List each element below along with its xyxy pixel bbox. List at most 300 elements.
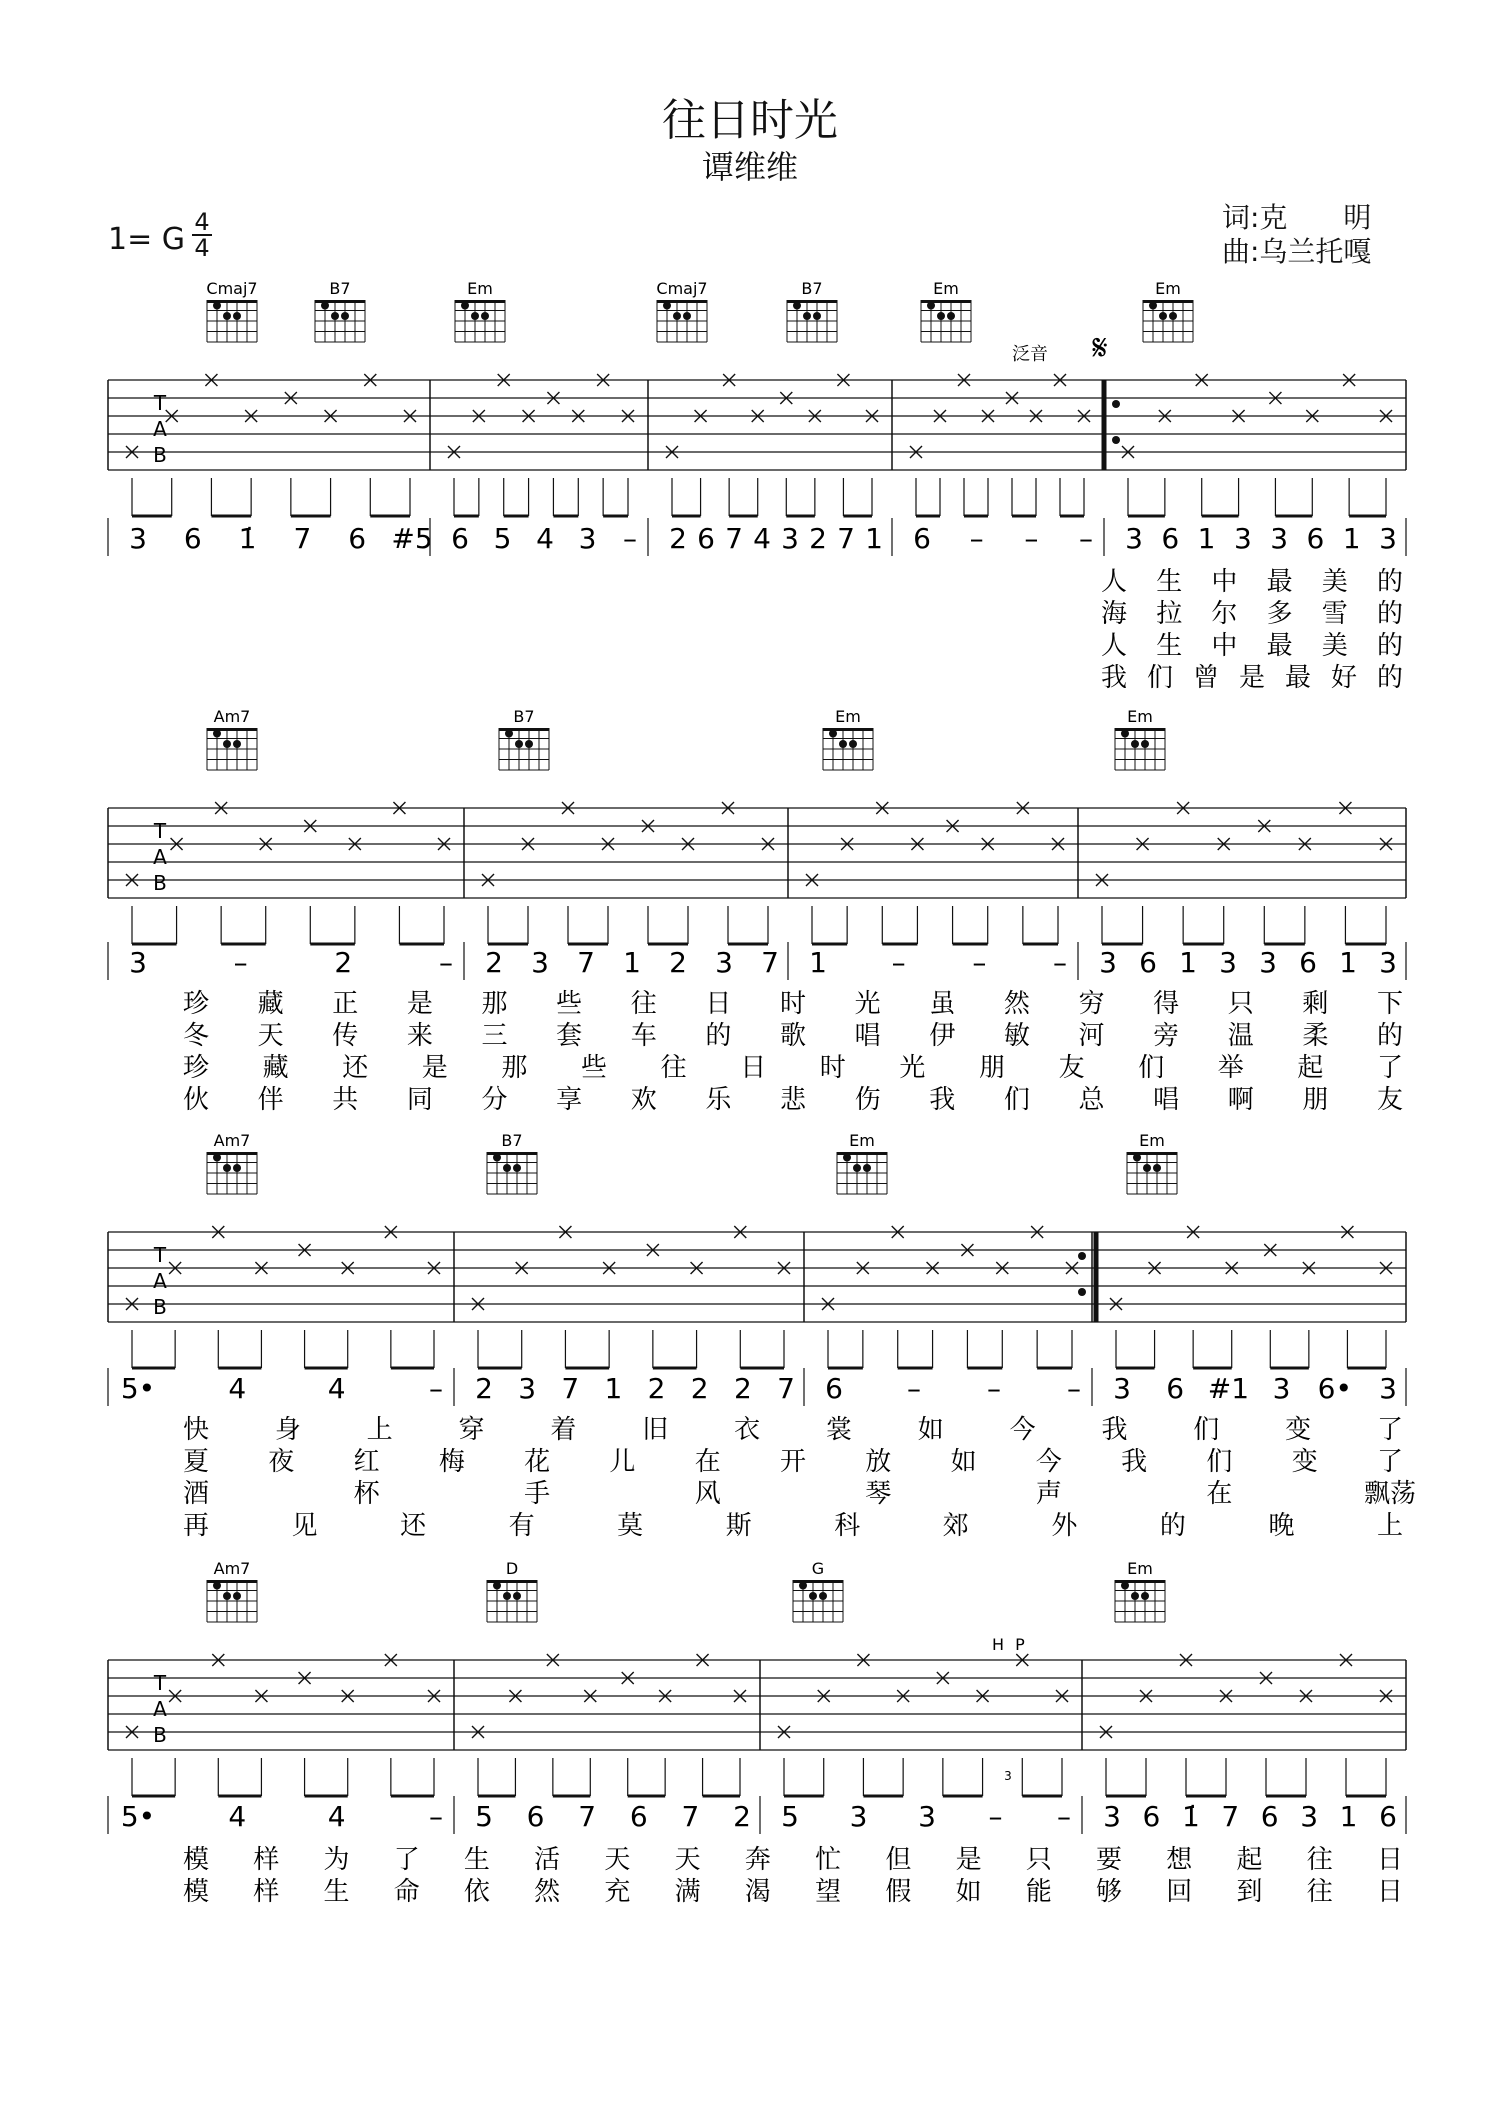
lyric-char: 唱 — [854, 1021, 881, 1051]
lyric-char: 珍 — [182, 989, 210, 1019]
chord-name: Em — [933, 279, 959, 298]
chord-finger-dot — [843, 1154, 851, 1162]
lyric-char: 了 — [1376, 1053, 1404, 1083]
lyric-char: 望 — [815, 1877, 842, 1907]
lyric-char: 科 — [834, 1511, 861, 1541]
lyric-char: 上 — [1376, 1511, 1404, 1541]
lyric-char: 往 — [660, 1053, 687, 1083]
lyric-char: 生 — [1156, 567, 1183, 597]
singer-name: 谭维维 — [701, 148, 798, 186]
jianpu-note: 6 — [1166, 1372, 1185, 1405]
jianpu-note: 3 — [715, 946, 733, 979]
lyric-char: 变 — [1291, 1447, 1318, 1477]
jianpu-note: 6• — [1317, 1372, 1352, 1405]
lyric-char: 奔 — [744, 1845, 771, 1875]
chord-finger-dot — [1149, 302, 1157, 310]
chord-name: Em — [1127, 707, 1153, 726]
lyric-char: 套 — [556, 1021, 583, 1051]
chord-name: Cmaj7 — [656, 279, 708, 298]
chord-name: Em — [849, 1131, 875, 1150]
jianpu-note: 3 — [1099, 946, 1117, 979]
chord-finger-dot — [803, 312, 811, 320]
jianpu-note: 6 — [1306, 522, 1325, 555]
lyric-char: 光 — [854, 989, 881, 1019]
jianpu-note: 7 — [578, 1800, 597, 1833]
lyric-char: 旁 — [1153, 1021, 1180, 1051]
jianpu-note: 3 — [578, 522, 597, 555]
chord-finger-dot — [683, 312, 691, 320]
lyric-char: 郊 — [942, 1511, 969, 1541]
jianpu-note: 6 — [1161, 522, 1180, 555]
lyric-char: 起 — [1236, 1845, 1263, 1875]
jianpu-note: 3 — [531, 946, 549, 979]
chord-finger-dot — [213, 730, 221, 738]
lyric-char: 见 — [291, 1511, 318, 1541]
lyric-char: 花 — [524, 1447, 551, 1477]
jianpu-note: 1 — [809, 946, 827, 979]
jianpu-note: 4 — [536, 522, 554, 555]
lyric-char: 河 — [1078, 1021, 1105, 1051]
lyric-char: 了 — [393, 1845, 420, 1875]
jianpu-note: 1̇ — [1181, 1800, 1200, 1833]
lyric-char: 穷 — [1078, 989, 1105, 1019]
jianpu-note: 7 — [577, 946, 595, 979]
tab-letter-b: B — [153, 1723, 167, 1747]
chord-finger-dot — [1131, 1592, 1139, 1600]
chord-name: B7 — [801, 279, 823, 298]
tab-letter-a: A — [153, 417, 167, 441]
chord-finger-dot — [863, 1164, 871, 1172]
harmonic-label: 泛音 — [1012, 344, 1048, 365]
lyric-char: 是 — [421, 1053, 448, 1083]
chord-finger-dot — [663, 302, 671, 310]
lyric-char: 朋 — [1302, 1085, 1329, 1115]
chord-finger-dot — [673, 312, 681, 320]
jianpu-note: 2 — [647, 1372, 666, 1405]
tab-letter-b: B — [153, 443, 167, 467]
lyric-char: 酒 — [182, 1479, 210, 1509]
jianpu-note: 5• — [120, 1372, 156, 1405]
lyric-char: 曾 — [1192, 663, 1220, 693]
lyric-char: 日 — [1376, 1845, 1404, 1875]
chord-finger-dot — [471, 312, 479, 320]
jianpu-note: 2 — [669, 522, 687, 555]
jianpu-note: 2 — [733, 1800, 751, 1833]
lyric-char: 同 — [406, 1085, 433, 1115]
chord-name: D — [505, 1559, 519, 1578]
lyric-char: 日 — [740, 1053, 767, 1083]
jianpu-note: 3 — [129, 522, 147, 555]
lyric-char: 我 — [1121, 1447, 1148, 1477]
lyric-char: 是 — [406, 989, 433, 1019]
lyric-char: 悲 — [779, 1085, 807, 1115]
chord-finger-dot — [233, 740, 241, 748]
jianpu-note: 3 — [781, 522, 799, 555]
lyric-char: 正 — [332, 989, 359, 1019]
repeat-dot — [1078, 1252, 1086, 1260]
lyric-char: 生 — [1156, 631, 1183, 661]
lyric-char: 夜 — [268, 1447, 295, 1477]
chord-finger-dot — [839, 740, 847, 748]
lyric-char: 着 — [550, 1415, 577, 1445]
lyric-char: 只 — [1227, 989, 1254, 1019]
lyric-char: 杯 — [353, 1479, 380, 1509]
chord-name: Em — [1155, 279, 1181, 298]
chord-name: Am7 — [213, 707, 251, 726]
lyric-char: 飘荡 — [1363, 1479, 1417, 1509]
jianpu-note: – — [1067, 1372, 1081, 1405]
chord-name: G — [811, 1559, 825, 1578]
jianpu-note: 7 — [1221, 1800, 1240, 1833]
jianpu-note: – — [1079, 522, 1093, 555]
lyric-char: 风 — [694, 1479, 721, 1509]
lyric-char: 依 — [463, 1877, 490, 1907]
lyric-char: 伴 — [257, 1085, 284, 1115]
lyric-char: 们 — [1003, 1085, 1030, 1115]
lyric-char: 活 — [534, 1845, 561, 1875]
jianpu-note: 3 — [1379, 522, 1397, 555]
lyric-char: 我 — [1101, 1415, 1128, 1445]
jianpu-note: – — [623, 522, 637, 555]
lyric-char: 柔 — [1302, 1021, 1329, 1051]
jianpu-note: 6 — [183, 522, 202, 555]
jianpu-note: 7 — [681, 1800, 700, 1833]
chord-finger-dot — [341, 312, 349, 320]
chord-finger-dot — [493, 1582, 501, 1590]
jianpu-note: 2 — [733, 1372, 752, 1405]
jianpu-note: 4 — [327, 1800, 346, 1833]
lyric-char: 们 — [1193, 1415, 1220, 1445]
jianpu-note: 3 — [1125, 522, 1143, 555]
lyric-char: 渴 — [744, 1877, 771, 1907]
lyric-char: 到 — [1236, 1877, 1263, 1907]
jianpu-note: 6 — [1139, 946, 1157, 979]
jianpu-note: 1 — [604, 1372, 623, 1405]
jianpu-note: 1 — [1339, 946, 1357, 979]
lyric-char: 日 — [1376, 1877, 1404, 1907]
lyric-char: 能 — [1025, 1877, 1052, 1907]
lyric-char: 传 — [332, 1021, 359, 1051]
lyric-char: 在 — [694, 1447, 721, 1477]
lyric-char: 冬 — [182, 1021, 210, 1051]
jianpu-note: 6 — [825, 1372, 843, 1405]
lyric-char: 敏 — [1003, 1021, 1030, 1051]
jianpu-note: #1 — [1207, 1372, 1250, 1405]
jianpu-note: 5 — [493, 522, 512, 555]
jianpu-note: 6 — [1299, 946, 1317, 979]
hammer-on-mark: H — [991, 1635, 1005, 1654]
chord-finger-dot — [1159, 312, 1167, 320]
chord-finger-dot — [233, 1592, 241, 1600]
lyric-char: 裳 — [825, 1415, 852, 1445]
repeat-dot — [1112, 436, 1120, 444]
lyric-char: 们 — [1206, 1447, 1233, 1477]
jianpu-note: – — [907, 1372, 921, 1405]
lyric-char: 然 — [1003, 989, 1030, 1019]
lyric-char: 海 — [1100, 599, 1128, 629]
lyric-char: 日 — [705, 989, 732, 1019]
jianpu-note: 2 — [669, 946, 687, 979]
lyric-char: 假 — [885, 1877, 912, 1907]
jianpu-note: 3 — [918, 1800, 936, 1833]
jianpu-note: 4 — [327, 1372, 346, 1405]
lyric-char: 伊 — [929, 1021, 956, 1051]
chord-finger-dot — [849, 740, 857, 748]
lyric-char: 是 — [955, 1845, 982, 1875]
jianpu-note: 6 — [629, 1800, 648, 1833]
tab-letter-t: T — [153, 1671, 167, 1695]
lyric-char: 生 — [463, 1845, 490, 1875]
chord-name: B7 — [513, 707, 535, 726]
repeat-dot — [1112, 400, 1120, 408]
lyric-char: 如 — [917, 1415, 944, 1445]
tab-letter-a: A — [153, 1697, 167, 1721]
lyric-char: 今 — [1009, 1415, 1036, 1445]
lyric-char: 梅 — [438, 1447, 465, 1477]
lyric-char: 样 — [253, 1845, 280, 1875]
chord-finger-dot — [515, 740, 523, 748]
jianpu-note: 6 — [526, 1800, 545, 1833]
jianpu-note: 7 — [761, 946, 779, 979]
lyric-char: 最 — [1284, 663, 1312, 693]
lyric-char: 儿 — [609, 1447, 636, 1477]
lyric-char: 天 — [257, 1021, 284, 1051]
lyric-char: 放 — [865, 1447, 892, 1477]
chord-name: Em — [1127, 1559, 1153, 1578]
jianpu-note: 3 — [129, 946, 147, 979]
lyric-char: 们 — [1146, 663, 1174, 693]
lyric-char: 三 — [481, 1021, 508, 1051]
jianpu-note: 7 — [293, 522, 312, 555]
lyric-char: 满 — [674, 1877, 701, 1907]
chord-finger-dot — [1121, 730, 1129, 738]
lyric-char: 乐 — [705, 1085, 732, 1115]
chord-name: Am7 — [213, 1559, 251, 1578]
chord-finger-dot — [799, 1582, 807, 1590]
chord-name: Em — [1139, 1131, 1165, 1150]
lyric-char: 欢 — [630, 1085, 657, 1115]
jianpu-note: 1 — [1197, 522, 1216, 555]
lyric-char: 藏 — [257, 989, 284, 1019]
jianpu-note: 3 — [1103, 1800, 1121, 1833]
tab-letter-t: T — [153, 391, 167, 415]
jianpu-note: 2 — [690, 1372, 709, 1405]
jianpu-note: – — [429, 1800, 443, 1833]
lyric-char: 样 — [253, 1877, 280, 1907]
lyric-char: 天 — [674, 1845, 701, 1875]
jianpu-note: 7 — [725, 522, 743, 555]
chord-finger-dot — [853, 1164, 861, 1172]
lyric-char: 美 — [1321, 631, 1348, 661]
time-sig-top: 4 — [194, 208, 210, 236]
lyric-char: 模 — [182, 1877, 210, 1907]
lyric-char: 我 — [929, 1085, 956, 1115]
lyric-char: 人 — [1100, 631, 1128, 661]
lyricist-credit: 词:克 明 — [1222, 201, 1372, 234]
lyric-char: 得 — [1153, 989, 1180, 1019]
chord-finger-dot — [513, 1164, 521, 1172]
jianpu-note: 2 — [809, 522, 827, 555]
lyric-char: 些 — [556, 989, 583, 1019]
chord-finger-dot — [233, 312, 241, 320]
lyric-char: 红 — [353, 1447, 380, 1477]
lyric-char: 伙 — [182, 1085, 210, 1115]
chord-finger-dot — [927, 302, 935, 310]
lyric-char: 琴 — [865, 1479, 892, 1509]
lyric-char: 光 — [899, 1053, 926, 1083]
chord-finger-dot — [321, 302, 329, 310]
lyric-char: 够 — [1096, 1877, 1123, 1907]
lyric-char: 了 — [1376, 1447, 1404, 1477]
lyric-char: 然 — [534, 1877, 561, 1907]
chord-name: Cmaj7 — [206, 279, 258, 298]
chord-finger-dot — [223, 312, 231, 320]
jianpu-note: 3 — [1233, 522, 1252, 555]
chord-finger-dot — [1153, 1164, 1161, 1172]
lyric-char: 模 — [182, 1845, 210, 1875]
lyric-char: 是 — [1238, 663, 1266, 693]
jianpu-note: 3 — [1259, 946, 1277, 979]
lyric-char: 多 — [1266, 599, 1293, 629]
jianpu-note: – — [969, 522, 984, 555]
chord-finger-dot — [937, 312, 945, 320]
lyric-char: 只 — [1025, 1845, 1052, 1875]
jianpu-note: 5• — [120, 1800, 156, 1833]
chord-finger-dot — [505, 730, 513, 738]
jianpu-note: 6 — [913, 522, 931, 555]
lyric-char: 外 — [1051, 1511, 1078, 1541]
lyric-char: 拉 — [1156, 599, 1183, 629]
lyric-char: 朋 — [978, 1053, 1006, 1083]
jianpu-note: – — [891, 946, 906, 979]
lyric-char: 时 — [779, 989, 807, 1019]
pull-off-mark: P — [1015, 1635, 1025, 1654]
lyric-char: 往 — [1306, 1845, 1333, 1875]
lyric-char: 的 — [1376, 567, 1404, 597]
chord-finger-dot — [793, 302, 801, 310]
jianpu-note: 1 — [1179, 946, 1197, 979]
lyric-char: 快 — [182, 1415, 210, 1445]
jianpu-note: 6 — [348, 522, 367, 555]
lyric-char: 开 — [779, 1447, 807, 1477]
lyric-char: 啊 — [1227, 1085, 1254, 1115]
lyric-char: 最 — [1266, 631, 1293, 661]
tab-letter-b: B — [153, 1295, 167, 1319]
chord-finger-dot — [947, 312, 955, 320]
lyric-char: 夏 — [182, 1447, 210, 1477]
lyric-char: 莫 — [617, 1511, 644, 1541]
chord-finger-dot — [493, 1154, 501, 1162]
lyric-char: 变 — [1285, 1415, 1312, 1445]
jianpu-note: 4 — [753, 522, 771, 555]
lyric-char: 们 — [1138, 1053, 1165, 1083]
chord-finger-dot — [213, 1154, 221, 1162]
jianpu-note: 1̇ — [238, 522, 257, 555]
lyric-char: 命 — [393, 1877, 420, 1907]
key-signature: 1= G — [108, 222, 186, 257]
jianpu-note: #5 — [391, 522, 433, 555]
lyric-char: 友 — [1058, 1053, 1085, 1083]
lyric-char: 来 — [406, 1021, 433, 1051]
chord-finger-dot — [1143, 1164, 1151, 1172]
lyric-char: 还 — [400, 1511, 427, 1541]
jianpu-note: 6 — [1260, 1800, 1279, 1833]
lyric-char: 衣 — [734, 1415, 761, 1445]
jianpu-note: 3 — [1219, 946, 1237, 979]
lyric-char: 总 — [1078, 1085, 1105, 1115]
lyric-char: 在 — [1206, 1479, 1233, 1509]
jianpu-note: 2 — [485, 946, 503, 979]
lyric-char: 车 — [630, 1021, 657, 1051]
tab-letter-t: T — [153, 819, 167, 843]
chord-name: Em — [835, 707, 861, 726]
chord-finger-dot — [819, 1592, 827, 1600]
chord-finger-dot — [213, 302, 221, 310]
lyric-char: 如 — [950, 1447, 977, 1477]
chord-finger-dot — [525, 740, 533, 748]
lyric-char: 最 — [1266, 567, 1293, 597]
chord-name: B7 — [329, 279, 351, 298]
jianpu-note: 3 — [1300, 1800, 1319, 1833]
jianpu-note: 1 — [865, 522, 883, 555]
lyric-char: 今 — [1035, 1447, 1062, 1477]
jianpu-note: 1 — [1339, 1800, 1358, 1833]
jianpu-note: 3 — [518, 1372, 537, 1405]
lyric-char: 旧 — [642, 1415, 669, 1445]
jianpu-note: 1 — [1342, 522, 1361, 555]
jianpu-note: – — [233, 946, 248, 979]
lyric-char: 的 — [1376, 1021, 1404, 1051]
jianpu-note: 7 — [837, 522, 855, 555]
jianpu-note: 1 — [623, 946, 641, 979]
lyric-char: 的 — [1376, 599, 1404, 629]
lyric-char: 的 — [1159, 1511, 1186, 1541]
tab-letter-t: T — [153, 1243, 167, 1267]
jianpu-note: – — [1024, 522, 1039, 555]
repeat-dot — [1078, 1288, 1086, 1296]
lyric-char: 的 — [1376, 663, 1404, 693]
jianpu-note: 2 — [334, 946, 353, 979]
jianpu-note: 3 — [1379, 946, 1397, 979]
lyric-char: 那 — [501, 1053, 528, 1083]
chord-finger-dot — [233, 1164, 241, 1172]
jianpu-note: – — [972, 946, 987, 979]
lyric-char: 起 — [1297, 1053, 1324, 1083]
jianpu-note: 4 — [228, 1372, 247, 1405]
jianpu-note: 6 — [451, 522, 469, 555]
jianpu-note: – — [988, 1800, 1003, 1833]
lyric-char: 共 — [332, 1085, 359, 1115]
lyric-char: 友 — [1376, 1085, 1404, 1115]
lyric-char: 享 — [556, 1085, 583, 1115]
lyric-char: 回 — [1166, 1877, 1193, 1907]
lyric-char: 上 — [366, 1415, 393, 1445]
chord-name: Em — [467, 279, 493, 298]
lyric-char: 往 — [630, 989, 657, 1019]
lyric-char: 唱 — [1153, 1085, 1180, 1115]
chord-finger-dot — [1169, 312, 1177, 320]
jianpu-note: – — [439, 946, 453, 979]
lyric-char: 那 — [481, 989, 508, 1019]
tab-letter-a: A — [153, 845, 167, 869]
jianpu-note: 6 — [1379, 1800, 1397, 1833]
lyric-char: 虽 — [929, 989, 956, 1019]
jianpu-note: 3 — [1113, 1372, 1131, 1405]
chord-finger-dot — [513, 1592, 521, 1600]
chord-finger-dot — [813, 312, 821, 320]
lyric-char: 下 — [1376, 989, 1404, 1019]
lyric-char: 分 — [481, 1085, 508, 1115]
